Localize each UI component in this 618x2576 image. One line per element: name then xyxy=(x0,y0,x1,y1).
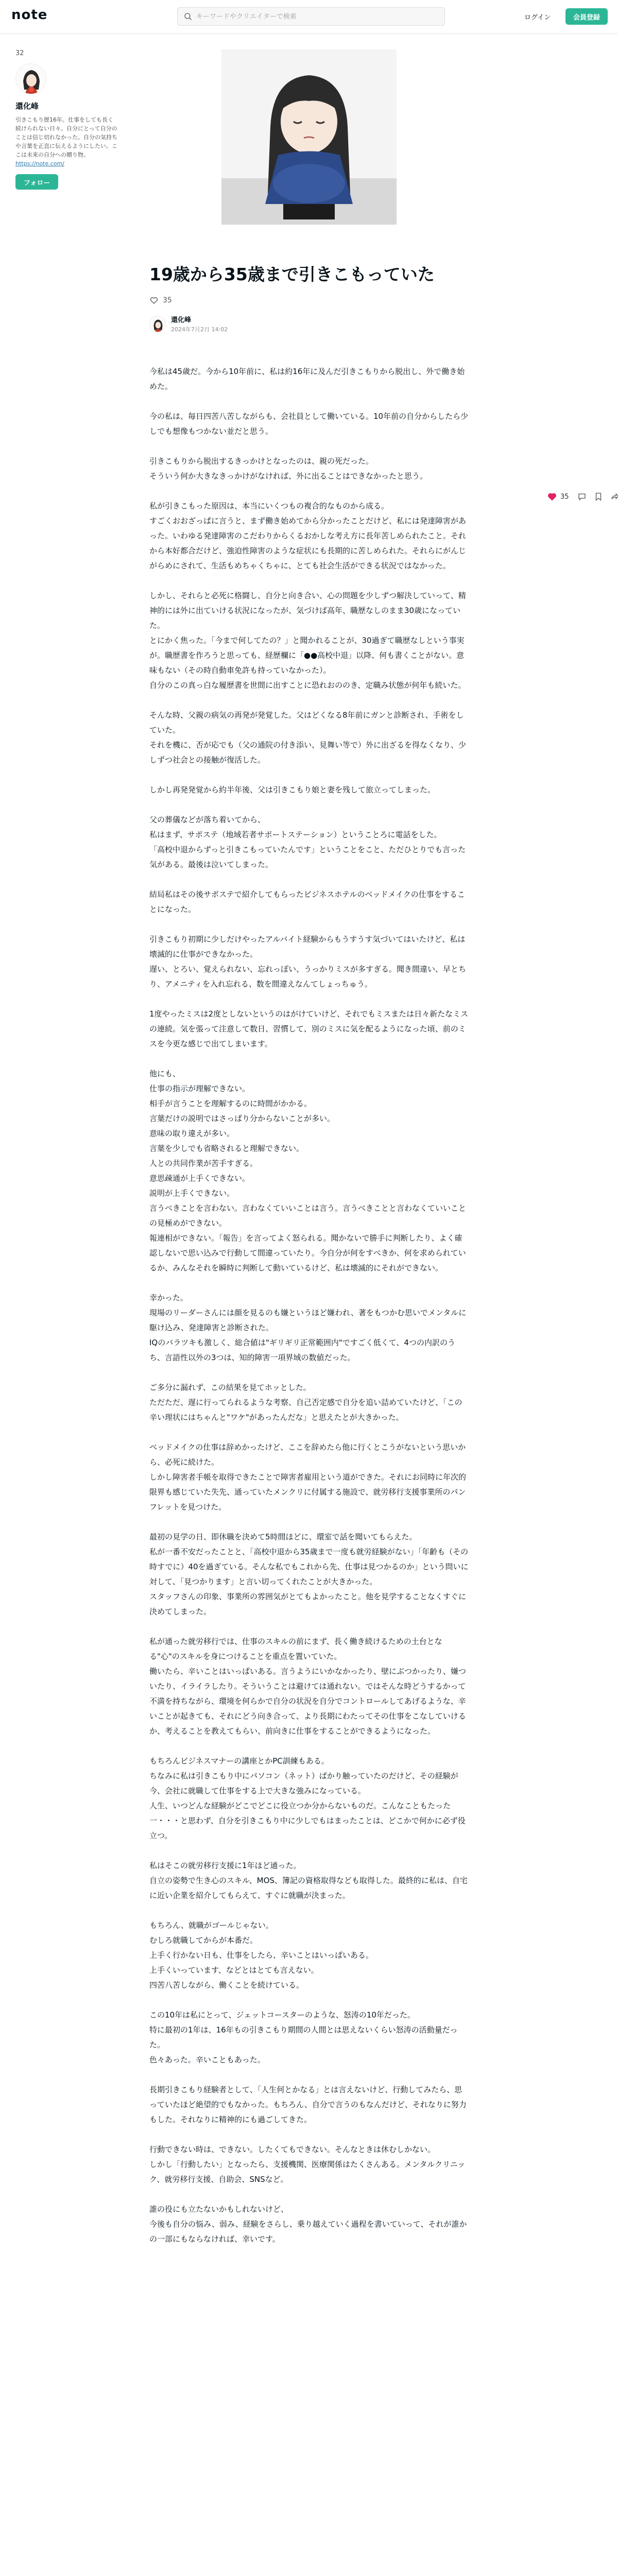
heart-icon[interactable] xyxy=(547,492,557,502)
eyecatch-illustration-icon xyxy=(221,49,397,225)
article-paragraph: 引きこもりから脱出するきっかけとなったのは、親の死だった。 そういう何か大きなきっかけがなければ、外に出ることはできなかったと思う。 xyxy=(149,456,428,481)
article-paragraph: もちろんビジネスマナーの講座とかPC訓練もある。 ちなみに私は引きこもり中にパソコン（ネット）ばかり触っていたのだけど、その経験が今、会社に就職して仕事をする上で大きな強みになっている。 人生、いつどんな経験がどこでどこに役立つか分からないものだ。こんなこともたった一・・・と思わず、自分を引きこもり中に少しでもはまったことは、どこかで何かに必ず役立つ。 xyxy=(149,1756,466,1840)
article-paragraph: 他にも、 仕事の指示が理解できない。 相手が言うことを理解するのに時間がかかる。 言葉だけの説明ではさっぱり分からないことが多い。 意味の取り違えが多い。 言葉を少しでも省略されると理解できない。 人との共同作業が苦手すぎる。 意思疎通が上手くできない。 説明が上手くできない。 言うべきことを言わない。言わなくていいことは言う。言うべきことと言わなくていいことの見極めができない。 報連相ができない。「報告」を言ってよく怒られる。聞かないで勝手に判断したり、よく確認しないで思い込みで行動して間違っていたり。今自分が何をすべきか、何を求められているか、みんなそれを瞬時に判断して動いているけど、私は壊滅的にそれができない。 xyxy=(149,1069,467,1273)
avatar-illustration-icon xyxy=(16,64,46,94)
login-button[interactable]: ログイン xyxy=(517,8,558,25)
bookmark-button[interactable] xyxy=(594,492,603,501)
author-row xyxy=(149,314,469,333)
article-paragraph: 今私は45歳だ。今から10年前に、私は約16年に及んだ引きこもりから脱出し、外で働き始めた。 xyxy=(149,367,465,391)
note-logo[interactable]: note xyxy=(11,7,48,23)
share-icon xyxy=(610,492,618,501)
like-count: 35 xyxy=(163,296,172,304)
author-avatar[interactable] xyxy=(149,316,166,332)
comment-button[interactable] xyxy=(577,492,587,501)
comment-icon xyxy=(577,492,587,501)
page-title: 19歳から35歳まで引きこもっていた xyxy=(149,264,435,284)
article-paragraph: もちろん、就職がゴールじゃない。 むしろ就職してからが本番だ。 上手く行かない日も、仕事をしたら、辛いことはいっぱいある。 上手くいっています、などとはとても言えない。 四苦八苦しながら、働くことを続けている。 xyxy=(149,1921,374,1990)
creator-name[interactable]: 還化峰 xyxy=(15,101,39,111)
publish-date: 2024年7月2日 14:02 xyxy=(171,326,228,333)
article-paragraph: 父の葬儀などが落ち着いてから、 私はまず、サポステ（地域若者サポートステーション）ということろに電話をした。 「高校中退からずっと引きこもっていたんです」ということをこと、ただひとりでも言った気がある。最後は泣いてしまった。 xyxy=(149,815,466,869)
header xyxy=(0,0,618,34)
floating-actions xyxy=(547,492,618,502)
creator-profile xyxy=(15,49,118,190)
likes-row xyxy=(149,296,469,305)
signup-button[interactable]: 会員登録 xyxy=(565,8,608,25)
article-paragraph: 引きこもり初期に少しだけやったアルバイト経験からもうすうす気づいてはいたけど、私は壊滅的に仕事ができなかった。 遅い、とろい、覚えられない、忘れっぽい、うっかりミスが多すぎる。聞き間違い、早とちり、アメニティを入れ忘れる、数を間違えなんてしょっちゅう。 xyxy=(149,935,467,989)
bookmark-icon xyxy=(594,492,603,501)
article-paragraph: ご多分に漏れず、この結果を見てホッとした。 ただただ、遅に行ってられるような考察、自己否定感で自分を追い詰めていたけど、「この辛い理状にはちゃんと"ワケ"があったんだな」と思えたとが大きかった。 xyxy=(149,1383,462,1422)
article-body xyxy=(149,364,469,2247)
article-paragraph: ベッドメイクの仕事は辞めかったけど、ここを辞めたら他に行くとこうがないという思いから、必死に続けた。 しかし障害者手帳を取得できたことで障害者雇用という道ができた。それにお同時に年次的限界も感じていた失先、通っていたメンクリに付属する施設で、就労移行支援事業所のパンフレットを見つけた。 xyxy=(149,1443,467,1512)
article-paragraph: 今の私は、毎日四苦八苦しながらも、会社員として働いている。10年前の自分からしたら少しでも想像もつかない並だと思う。 xyxy=(149,412,469,436)
article-paragraph: 結局私はその後サポステで紹介してもらったビジネスホテルのベッドメイクの仕事をすることになった。 xyxy=(149,890,465,914)
article-paragraph: 最初の見学の日、即休職を決めて5時間ほどに、環室で話を聞いてもらえた。 私が一番不安だったことと、「高校中退から35歳まで一度も就労経験がない」「年齢も（その時すでに）40を過ぎている。そんな私でもこれから先、仕事は見つかるのか」という問いに対して、「見つかります」と言い切ってくれたことが大きかった。 スタッフさんの印象、事業所の雰囲気がとてもよかったこと。他を見学することなくすぐに決めてしまった。 xyxy=(149,1532,469,1616)
article-paragraph: 私はそこの就労移行支援に1年ほど通った。 自立の姿勢で生き心のスキル、MOS、簿記の資格取得なども取得した。最終的に私は、自宅に近い企業を紹介してもらえて、すぐに就職が決まった。 xyxy=(149,1861,468,1900)
search-bar[interactable] xyxy=(177,7,445,26)
floating-like-count: 35 xyxy=(560,493,569,501)
search-icon xyxy=(184,12,192,21)
article-paragraph: 私が引きこもった原因は、本当にいくつもの複合的なものから成る。 すごくおおざっぱに言うと、まず働き始めてから分かったことだけど、私には発達障害があった。いわゆる発達障害のこだわりからくるおかしな考え方に長年苦しめられたこと。それから本好都合だけど、強迫性障害のような症状にも長期的に苦しめられた。それらにがんじがらめにされて、生活もめちゃくちゃに、とても社会生活ができる状況ではなかった。 xyxy=(149,501,467,570)
eyecatch-image xyxy=(221,49,397,225)
article-paragraph: 長期引きこもり経験者として、「人生何とかなる」とは言えないけど、行動してみたら、思っていたほど絶望的でもなかった。もちろん、自分で言うのもなんだけど、それなりに努力もした。それなりに精神的にも過ごしてきた。 xyxy=(149,2085,467,2124)
share-button[interactable] xyxy=(610,492,618,501)
article-count: 32 xyxy=(15,49,24,57)
search-input[interactable] xyxy=(196,13,433,21)
article-paragraph: この10年は私にとって、ジェットコースターのような、怒涛の10年だった。 特に最初の1年は、16年もの引きこもり期間の人間とは思えないくらい怒涛の活動量だった。 色々あった。辛いこともあった。 xyxy=(149,2010,458,2064)
avatar[interactable] xyxy=(15,63,46,94)
creator-bio-link[interactable]: https://note.com/ xyxy=(15,160,64,167)
creator-bio: 引きこもり歴16年。仕事をしても長く続けられない日々。自分にとって自分のことは信じ切れなかった。自分の気持ちや言葉を正直に伝えるようにしたい。ここは未来の自分への贈り物。 xyxy=(15,116,117,158)
article-paragraph: 1度やったミスは2度としないというのはがけていけど、それでもミスまたは日々新たなミスの連続。気を張って注意して数日、習慣して、別のミスに気を配るようになった頃、前のミスを今更な感じで出てしまいます。 xyxy=(149,1009,469,1048)
article xyxy=(149,263,469,2262)
author-name[interactable]: 還化峰 xyxy=(171,316,192,324)
article-paragraph: 幸かった。 現場のリーダーさんには顔を見るのも嫌というほど嫌われ、著をもつかむ思いでメンタルに駆け込み、発達障害と診断された。 IQのバラツキも激しく、総合値は"ギリギリ正常範囲内"ですごく低くて、4つの内訳のうち、言語性以外の3つは、知的障害一項界域の数値だった。 xyxy=(149,1293,467,1362)
author-avatar-illustration-icon xyxy=(150,316,166,332)
article-paragraph: しかし、それらと必死に格闘し、自分と向き合い、心の問題を少しずつ解決していって、精神的には外に出ていける状況になったが、気づけば高年、職歴なしのまま30歳になっていた。 とにかく焦った。「今まで何してたの？」と聞かれることが、30過ぎて職歴なしという事実が。職歴書を作ろうと思っても、経歴欄に「●●高校中退」以降、何も書くことがない。意味もない（その時自動車免許も持っていなかった）。 自分のこの真っ白な履歴書を世間に出すことに恐れおののき、定職み状態が何年も続いた。 xyxy=(149,591,466,690)
article-paragraph: 誰の役にも立たないかもしれないけど、 今後も自分の悩み、弱み、経験をさらし、乗り越えていく過程を書いていって、それが誰かの一部にもならなければ、幸いです。 xyxy=(149,2205,467,2244)
article-paragraph: そんな時、父親の病気の再発が発覚した。父はどくなる8年前にガンと診断され、手術をしていた。 それを機に、否が応でも（父の通院の付き添い、見舞い等で）外に出ざるを得なくなり、少しずつ社会との接触が復活した。 xyxy=(149,710,467,765)
article-paragraph: しかし再発発覚から約半年後、父は引きこもり娘と妻を残して旅立ってしまった。 xyxy=(149,785,436,794)
article-paragraph: 私が通った就労移行では、仕事のスキルの前にまず、長く働き続けるための土台となる"心"のスキルを身につけることを重点を置いていた。 働いたら、辛いことはいっぱいある。言うようにいかなかったり、壁にぶつかったり、嫌ついたり、イライラしたり。そういうことは避けては通れない。ではそんな時どうするかって不満を持ちながら、環境を何らかで自分の状況を自分でコントロールしてあげるような、辛いことが起きても、それにどう向き合って、より長期にわたってその仕事をこなしていけるか、考えることを教えてもらい、前向きに仕事をすることができるようになった。 xyxy=(149,1637,467,1736)
follow-button[interactable]: フォロー xyxy=(15,174,58,190)
article-paragraph: 行動できない時は、できない。したくてもできない。そんなときは休むしかない。 しかし「行動したい」となったら、支援機関、医療関係はたくさんある。メンタルクリニック、就労移行支援、自助会、SNSなど。 xyxy=(149,2145,466,2184)
heart-icon[interactable] xyxy=(149,296,159,305)
